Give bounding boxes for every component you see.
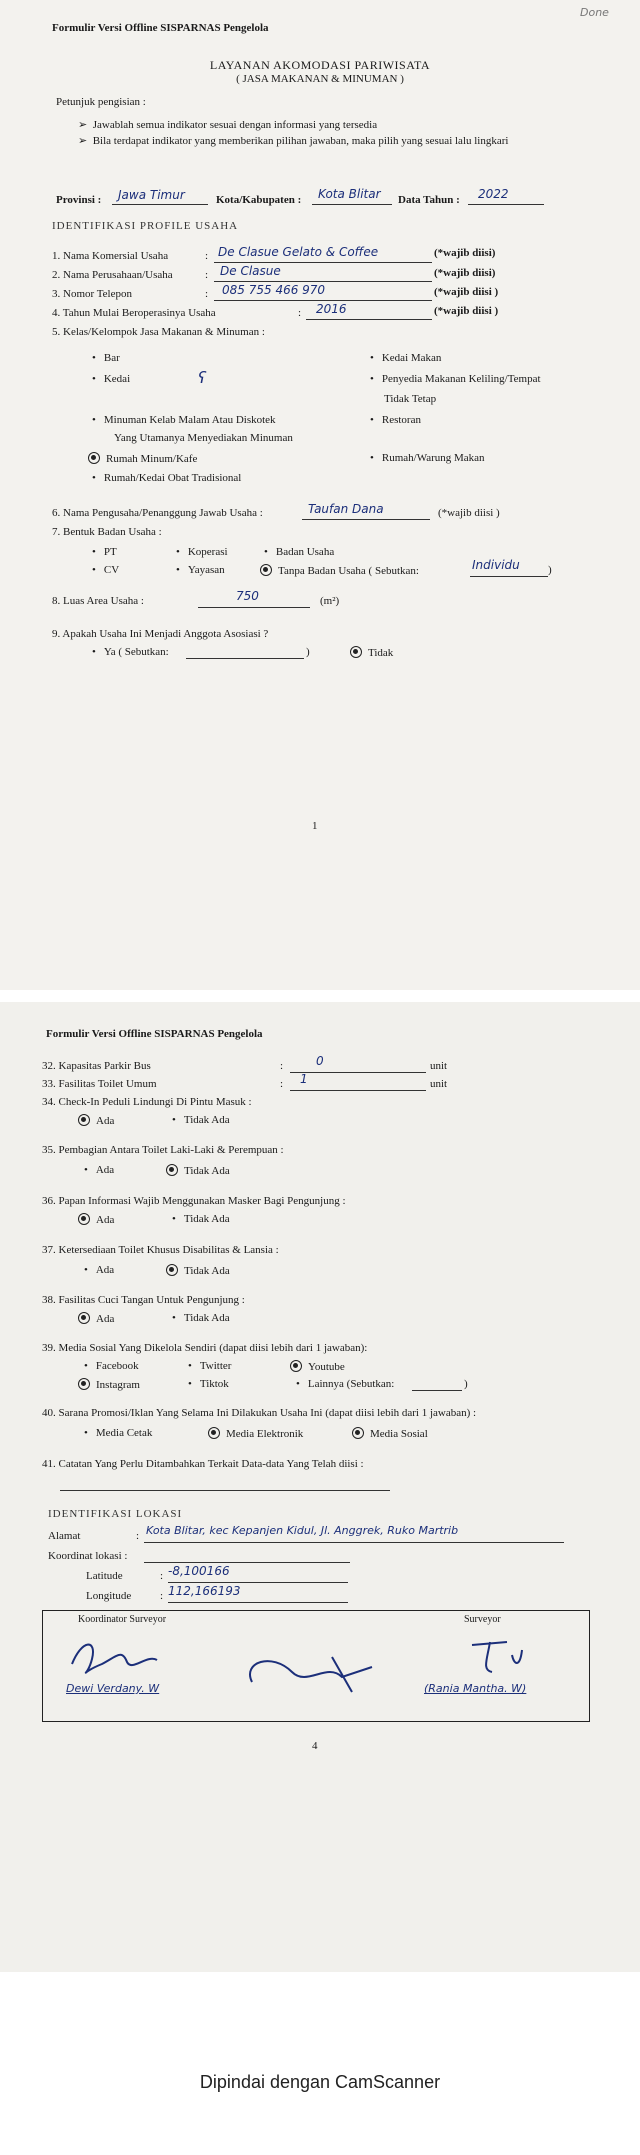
q1-required: (*wajib diisi) [434,247,496,259]
q7-option-koperasi: • Koperasi [176,546,228,558]
q1-value: De Clasue Gelato & Coffee [218,245,379,259]
kota-label: Kota/Kabupaten : [216,194,302,206]
q3-value: 085 755 466 970 [222,283,326,297]
latitude-value: -8,100166 [168,1564,230,1578]
provinsi-label: Provinsi : [56,194,102,206]
q36-option-tidak-ada: • Tidak Ada [172,1213,230,1225]
selected-radio-icon [88,452,100,464]
q40-option-sosial: Media Sosial [352,1427,428,1440]
q35-label: 35. Pembagian Antara Toilet Laki-Laki & Perempuan : [42,1144,284,1156]
q39-option-facebook: • Facebook [84,1360,139,1372]
q3-required: (*wajib diisi ) [434,286,499,298]
latitude-label: Latitude [86,1570,123,1582]
q40-label: 40. Sarana Promosi/Iklan Yang Selama Ini Dilakukan Usaha Ini (dapat diisi lebih dari 1 jawaban) : [42,1407,477,1419]
q33-value: 1 [300,1072,308,1086]
surveyor-label: Surveyor [464,1614,501,1625]
form-title: Formulir Versi Offline SISPARNAS Pengelola [46,1028,263,1040]
q5-option-keliling: • Penyedia Makanan Keliling/Tempat [370,373,541,385]
q34-option-ada: Ada [78,1114,114,1127]
kota-value: Kota Blitar [318,187,381,201]
q37-option-tidak-ada: Tidak Ada [166,1264,230,1277]
q32-unit: unit [430,1060,448,1072]
corner-note: Done [580,6,609,19]
q34-option-tidak-ada: • Tidak Ada [172,1114,230,1126]
heading-sub: ( JASA MAKANAN & MINUMAN ) [236,73,404,85]
q5-option-kedai-makan: • Kedai Makan [370,352,441,364]
q9-option-ya: • Ya ( Sebutkan: [92,646,169,658]
page-number: 4 [312,1740,318,1752]
q39-option-lainnya: • Lainnya (Sebutkan: [296,1378,394,1390]
provinsi-value: Jawa Timur [118,188,185,202]
form-title: Formulir Versi Offline SISPARNAS Pengelola [52,22,269,34]
tahun-value: 2022 [478,187,509,201]
selected-radio-icon [260,564,272,576]
selected-radio-icon [166,1264,178,1276]
heading-main: LAYANAN AKOMODASI PARIWISATA [209,58,431,72]
q37-label: 37. Ketersediaan Toilet Khusus Disabilitas & Lansia : [42,1244,279,1256]
q7-option-pt: • PT [92,546,117,558]
q5-option-rumah-makan: • Rumah/Warung Makan [370,452,485,464]
q1-label: 1. Nama Komersial Usaha [52,250,169,262]
alamat-value: Kota Blitar, kec Kepanjen Kidul, Jl. Anggrek, Ruko Martrib [146,1524,459,1537]
q4-required: (*wajib diisi ) [434,305,499,317]
q8-value: 750 [236,589,259,603]
q39-option-twitter: • Twitter [188,1360,231,1372]
q36-label: 36. Papan Informasi Wajib Menggunakan Masker Bagi Pengunjung : [42,1195,346,1207]
handwritten-mark: ʕ [198,368,207,387]
longitude-value: 112,166193 [168,1584,241,1598]
q39-option-instagram: Instagram [78,1378,140,1391]
q35-option-tidak-ada: Tidak Ada [166,1164,230,1177]
selected-radio-icon [208,1427,220,1439]
instruction-1: ➢ Jawablah semua indikator sesuai dengan informasi yang tersedia [78,119,378,131]
scanned-page-1: Done Formulir Versi Offline SISPARNAS Pengelola LAYANAN AKOMODASI PARIWISATA ( JASA MAKANAN & MINUMAN ) Petunjuk pengisian : ➢ Jawablah semua indikator sesuai dengan informasi yang tersedia ➢ Bila terdapat indikator yang memberikan pilihan jawaban, maka pilih yang sesuai lalu lingkari Provinsi : Jawa Timur Kota/Kabupaten : Kota Blitar Data Tahun : 2022 IDENTIFIKASI PROFILE USAHA 1. Nama Komersial Usaha : De Clasue Gelato & Coffee (*wajib diisi) 2. Nama Perusahaan/Usaha : De Clasue (*wajib diisi) 3. Nomor Telepon : 085 755 466 970 (*wajib diisi ) 4. Tahun Mulai Beroperasinya Usaha : 2016 (*wajib diisi ) 5. Kelas/Kelompok Jasa Makanan & Minuman : • Bar • Kedai ʕ • Kedai Makan • Penyedia Makanan Keliling/Tempat Tidak Tetap • Minuman Kelab Malam Atau Diskotek Yang Utamanya Menyediakan Minuman • Restoran Rumah Minum/Kafe • Rumah/Warung Makan • Rumah/Kedai Obat Tradisional 6. Nama Pengusaha/Penanggung Jawab Usaha : Taufan Dana (*wajib diisi ) 7. Bentuk Badan Usaha : • PT • Koperasi • Badan Usaha • CV • Yayasan Tanpa Badan Usaha ( Sebutkan: Individu ) 8. Luas Area Usaha : 750 (m²) 9. Apakah Usaha Ini Menjadi Anggota Asosiasi ? • Ya ( Sebutkan: ) Tidak 1 [0,0,640,990]
longitude-label: Longitude [86,1590,132,1602]
q32-value: 0 [316,1054,324,1068]
q2-label: 2. Nama Perusahaan/Usaha [52,269,173,281]
scanner-watermark-text: Dipindai dengan CamScanner [199,2072,441,2092]
surveyor-signature [462,1630,542,1680]
q7-tanpa-value: Individu [472,558,520,572]
q8-unit: (m²) [320,595,340,607]
selected-radio-icon [290,1360,302,1372]
q6-required: (*wajib diisi ) [438,507,500,519]
q2-required: (*wajib diisi) [434,267,496,279]
tahun-label: Data Tahun : [398,194,460,206]
q2-value: De Clasue [220,264,281,278]
q6-label: 6. Nama Pengusaha/Penanggung Jawab Usaha : [52,507,263,519]
q7-label: 7. Bentuk Badan Usaha : [52,526,162,538]
q7-option-badan-usaha: • Badan Usaha [264,546,334,558]
q38-option-ada: Ada [78,1312,114,1325]
q40-option-elektronik: Media Elektronik [208,1427,303,1440]
q39-label: 39. Media Sosial Yang Dikelola Sendiri (dapat diisi lebih dari 1 jawaban): [42,1342,368,1354]
q5-option-kelab-2: Yang Utamanya Menyediakan Minuman [114,432,293,444]
q8-label: 8. Luas Area Usaha : [52,595,144,607]
q34-label: 34. Check-In Peduli Lindungi Di Pintu Masuk : [42,1096,252,1108]
q5-option-obat: • Rumah/Kedai Obat Tradisional [92,472,241,484]
q7-option-tanpa-badan: Tanpa Badan Usaha ( Sebutkan: [260,564,419,577]
selected-radio-icon [352,1427,364,1439]
q36-option-ada: Ada [78,1213,114,1226]
q32-label: 32. Kapasitas Parkir Bus [42,1060,151,1072]
q4-label: 4. Tahun Mulai Beroperasinya Usaha [52,307,216,319]
q33-label: 33. Fasilitas Toilet Umum [42,1078,157,1090]
q5-option-keliling-2: Tidak Tetap [384,393,437,405]
q7-option-cv: • CV [92,564,119,576]
q5-option-bar: • Bar [92,352,120,364]
q5-option-kelab: • Minuman Kelab Malam Atau Diskotek [92,414,276,426]
q6-value: Taufan Dana [308,502,384,516]
alamat-label: Alamat [48,1530,81,1542]
lokasi-title: IDENTIFIKASI LOKASI [48,1508,183,1520]
section-title: IDENTIFIKASI PROFILE USAHA [52,220,239,232]
middle-signature [232,1642,392,1702]
scanned-page-4: Formulir Versi Offline SISPARNAS Pengelola 32. Kapasitas Parkir Bus : 0 unit 33. Fasilitas Toilet Umum : 1 unit 34. Check-In Peduli Lindungi Di Pintu Masuk : Ada • Tidak Ada 35. Pembagian Antara Toilet Laki-Laki & Perempuan : • Ada Tidak Ada 36. Papan Informasi Wajib Menggunakan Masker Bagi Pengunjung : Ada • Tidak Ada 37. Ketersediaan Toilet Khusus Disabilitas & Lansia : • Ada Tidak Ada 38. Fasilitas Cuci Tangan Untuk Pengunjung : Ada • Tidak Ada 39. Media Sosial Yang Dikelola Sendiri (dapat diisi lebih dari 1 jawaban): • Facebook • Twitter Youtube Instagram • Tiktok • Lainnya (Sebutkan: ) 40. Sarana Promosi/Iklan Yang Selama Ini Dilakukan Usaha Ini (dapat diisi lebih dari 1 jawaban) : • Media Cetak Media Elektronik Media Sosial 41. Catatan Yang Perlu Ditambahkan Terkait Data-data Yang Telah diisi : IDENTIFIKASI LOKASI Alamat : Kota Blitar, kec Kepanjen Kidul, Jl. Anggrek, Ruko Martrib Koordinat lokasi : Latitude : -8,100166 Longitude : 112,166193 Koordinator Surveyor Surveyor Dewi Verdany. W (Rania Mantha. W) 4 [0,1002,640,1972]
q38-label: 38. Fasilitas Cuci Tangan Untuk Pengunjung : [42,1294,245,1306]
q9-label: 9. Apakah Usaha Ini Menjadi Anggota Asosiasi ? [52,628,269,640]
instructions-label: Petunjuk pengisian : [56,96,146,108]
q37-option-ada: • Ada [84,1264,114,1276]
koordinat-label: Koordinat lokasi : [48,1550,128,1562]
selected-radio-icon [78,1378,90,1390]
q5-option-restoran: • Restoran [370,414,421,426]
q38-option-tidak-ada: • Tidak Ada [172,1312,230,1324]
page-number: 1 [312,820,318,832]
q9-option-tidak: Tidak [350,646,393,659]
q35-option-ada: • Ada [84,1164,114,1176]
q5-label: 5. Kelas/Kelompok Jasa Makanan & Minuman : [52,326,265,338]
koordinator-signature [62,1634,202,1684]
scanner-footer [0,1972,640,2155]
selected-radio-icon [78,1114,90,1126]
koordinator-label: Koordinator Surveyor [78,1614,167,1625]
q39-option-tiktok: • Tiktok [188,1378,229,1390]
selected-radio-icon [78,1312,90,1324]
surveyor-name: (Rania Mantha. W) [424,1682,527,1695]
q4-value: 2016 [316,302,347,316]
q39-option-youtube: Youtube [290,1360,345,1373]
selected-radio-icon [166,1164,178,1176]
q33-unit: unit [430,1078,448,1090]
q3-label: 3. Nomor Telepon [52,288,132,300]
q7-option-yayasan: • Yayasan [176,564,225,576]
selected-radio-icon [78,1213,90,1225]
q41-label: 41. Catatan Yang Perlu Ditambahkan Terkait Data-data Yang Telah diisi : [42,1458,364,1470]
q5-option-kedai: • Kedai [92,373,130,385]
q5-option-rumah-minum: Rumah Minum/Kafe [88,452,197,465]
instruction-2: ➢ Bila terdapat indikator yang memberikan pilihan jawaban, maka pilih yang sesuai lalu lingkari [78,135,509,147]
q40-option-cetak: • Media Cetak [84,1427,152,1439]
selected-radio-icon [350,646,362,658]
koordinator-name: Dewi Verdany. W [66,1682,160,1695]
